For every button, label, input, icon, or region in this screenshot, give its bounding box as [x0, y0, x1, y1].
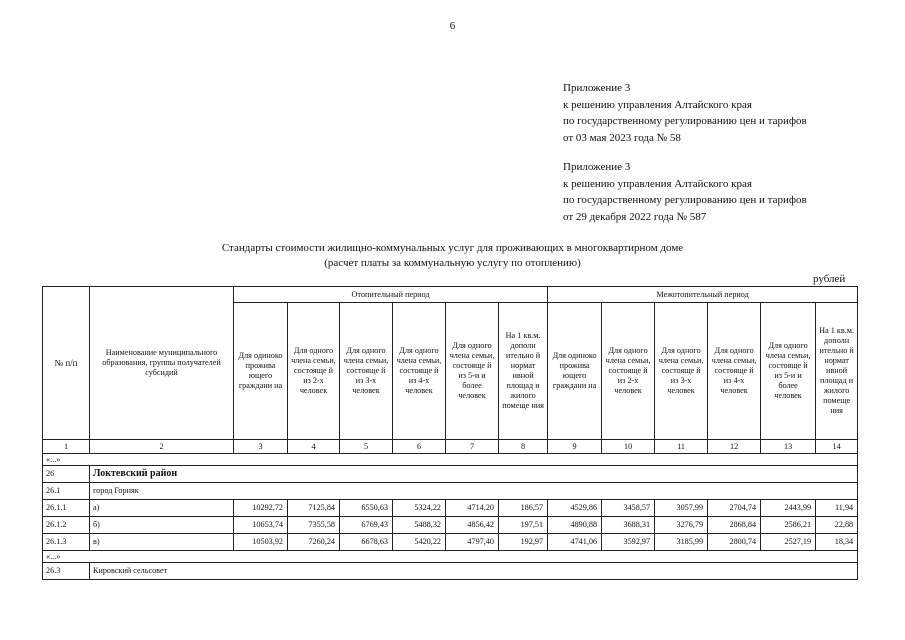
value-cell: 197,51 [499, 517, 548, 534]
header-nonheating-period: Межотопительный период [548, 287, 858, 303]
header-subcolumn: Для одиноко прожива ющего граждани на [548, 303, 602, 440]
column-number: 14 [816, 440, 858, 454]
value-cell: 6550,63 [340, 500, 393, 517]
value-cell: 4741,06 [548, 534, 602, 551]
column-number: 1 [43, 440, 90, 454]
column-number: 11 [655, 440, 708, 454]
value-cell: 18,34 [816, 534, 858, 551]
value-cell: 2704,74 [708, 500, 761, 517]
title-line-2: (расчет платы за коммунальную услугу по отоплению) [324, 257, 581, 269]
column-number: 2 [90, 440, 234, 454]
row-name: б) [90, 517, 234, 534]
table-row [43, 500, 858, 517]
header-subcolumn: Для одного члена семьи, состояще й из 3-х человек [340, 303, 393, 440]
header-subcolumn: На 1 кв.м. дополн ительно й нормат ивной площад и жилого помеще ния [816, 303, 858, 440]
header-subcolumn: Для одного члена семьи, состояще й из 4-х человек [393, 303, 446, 440]
page-number: 6 [449, 20, 456, 32]
table-row [43, 466, 858, 483]
value-cell: 2800,74 [708, 534, 761, 551]
column-number: 6 [393, 440, 446, 454]
ellipsis-marker: «...» [43, 551, 858, 563]
value-cell: 4797,40 [446, 534, 499, 551]
ellipsis-marker: «...» [43, 454, 858, 466]
row-name: Локтевский район [90, 466, 858, 483]
value-cell: 3276,79 [655, 517, 708, 534]
column-number: 3 [234, 440, 288, 454]
ellipsis-row [43, 551, 858, 563]
table-row [43, 563, 858, 580]
currency-label: рублей [813, 273, 846, 285]
value-cell: 4856,42 [446, 517, 499, 534]
header-subcolumn: Для одного члена семьи, состояще й из 5-и и более человек [446, 303, 499, 440]
row-number: 26.1.1 [43, 500, 90, 517]
value-cell: 2586,21 [761, 517, 816, 534]
header-num: № п/п [43, 287, 90, 440]
row-name: а) [90, 500, 234, 517]
value-cell: 3458,57 [602, 500, 655, 517]
appendix-line: от 03 мая 2023 года № 58 [563, 131, 681, 144]
column-number: 4 [288, 440, 340, 454]
table-row [43, 483, 858, 500]
column-number: 9 [548, 440, 602, 454]
row-number: 26 [43, 466, 90, 483]
appendix-line: по государственному регулированию цен и тарифов [563, 194, 807, 206]
row-number: 26.1.2 [43, 517, 90, 534]
row-number: 26.1 [43, 483, 90, 500]
table-row [43, 517, 858, 534]
value-cell: 10292,72 [234, 500, 288, 517]
column-number: 13 [761, 440, 816, 454]
value-cell: 11,94 [816, 500, 858, 517]
value-cell: 4714,20 [446, 500, 499, 517]
header-heating-period: Отопительный период [234, 287, 548, 303]
value-cell: 3185,99 [655, 534, 708, 551]
value-cell: 4529,86 [548, 500, 602, 517]
value-cell: 6769,43 [340, 517, 393, 534]
appendix-line: к решению управления Алтайского края [563, 177, 752, 190]
appendix-line: Приложение 3 [563, 82, 631, 94]
appendix-previous [563, 159, 807, 225]
ellipsis-row [43, 454, 858, 466]
value-cell: 7260,24 [288, 534, 340, 551]
header-subcolumn: На 1 кв.м. дополн ительно й нормат ивной площад и жилого помеще ния [499, 303, 548, 440]
column-number: 10 [602, 440, 655, 454]
appendix-line: к решению управления Алтайского края [563, 98, 752, 111]
row-number: 26.3 [43, 563, 90, 580]
appendix-current [563, 80, 807, 146]
document-title [0, 241, 905, 271]
header-subcolumn: Для одного члена семьи, состояще й из 4-х человек [708, 303, 761, 440]
value-cell: 4890,88 [548, 517, 602, 534]
value-cell: 6678,63 [340, 534, 393, 551]
value-cell: 3592,97 [602, 534, 655, 551]
column-number: 5 [340, 440, 393, 454]
value-cell: 7125,84 [288, 500, 340, 517]
value-cell: 5420,22 [393, 534, 446, 551]
value-cell: 3057,99 [655, 500, 708, 517]
column-number: 12 [708, 440, 761, 454]
row-name: город Горняк [90, 483, 858, 500]
column-number: 7 [446, 440, 499, 454]
value-cell: 192,97 [499, 534, 548, 551]
value-cell: 2443,99 [761, 500, 816, 517]
value-cell: 186,57 [499, 500, 548, 517]
tariff-table [42, 286, 858, 580]
value-cell: 3688,31 [602, 517, 655, 534]
appendix-line: по государственному регулированию цен и тарифов [563, 115, 807, 127]
row-name: Кировский сельсовет [90, 563, 858, 580]
value-cell: 10503,92 [234, 534, 288, 551]
row-name: в) [90, 534, 234, 551]
header-subcolumn: Для одиноко прожива ющего граждани на [234, 303, 288, 440]
value-cell: 22,88 [816, 517, 858, 534]
header-name: Наименование муниципального образования, группы получателей субсидий [90, 287, 234, 440]
value-cell: 7355,58 [288, 517, 340, 534]
appendix-line: от 29 декабря 2022 года № 587 [563, 210, 707, 223]
header-subcolumn: Для одного члена семьи, состояще й из 3-х человек [655, 303, 708, 440]
value-cell: 2868,84 [708, 517, 761, 534]
column-number: 8 [499, 440, 548, 454]
value-cell: 5324,22 [393, 500, 446, 517]
value-cell: 2527,19 [761, 534, 816, 551]
header-subcolumn: Для одного члена семьи, состояще й из 2-х человек [288, 303, 340, 440]
value-cell: 10653,74 [234, 517, 288, 534]
row-number: 26.1.3 [43, 534, 90, 551]
appendix-line: Приложение 3 [563, 161, 631, 173]
header-subcolumn: Для одного члена семьи, состояще й из 2-х человек [602, 303, 655, 440]
header-subcolumn: Для одного члена семьи, состояще й из 5-и и более человек [761, 303, 816, 440]
value-cell: 5488,32 [393, 517, 446, 534]
table-row [43, 534, 858, 551]
title-line-1: Стандарты стоимости жилищно-коммунальных услуг для проживающих в многоквартирном доме [221, 242, 684, 254]
